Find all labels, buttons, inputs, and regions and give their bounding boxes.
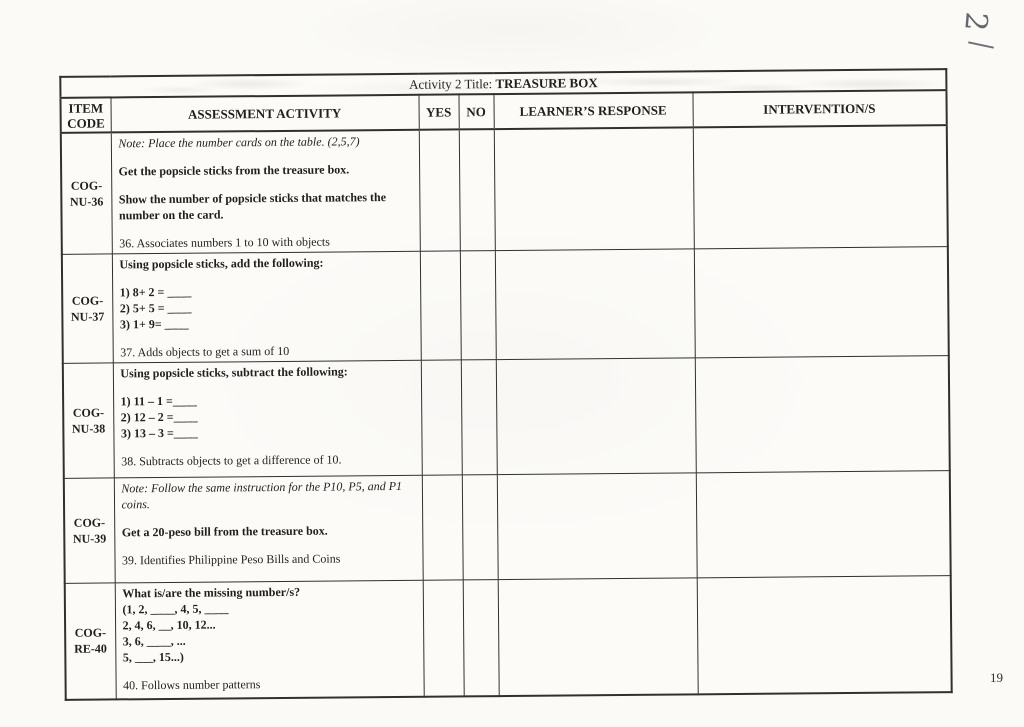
activity-text-block — [120, 363, 416, 382]
table-row — [64, 471, 951, 584]
no-cell — [459, 129, 495, 251]
activity-text-line: 40. Follows number patterns — [123, 677, 261, 693]
handwritten-corner-mark — [952, 2, 1002, 62]
intervention-cell — [694, 247, 949, 358]
table-title-prefix: Activity 2 Title: — [409, 75, 496, 92]
intervention-cell — [697, 576, 952, 694]
activity-text-block — [119, 161, 415, 180]
activity-text-block — [122, 583, 419, 666]
item-code-line: COG- — [71, 293, 104, 308]
item-code-line: NU-37 — [70, 309, 105, 324]
header-assessment-activity: ASSESSMENT ACTIVITY — [110, 95, 418, 133]
activity-text-line: 2) 5+ 5 = ____ — [119, 300, 192, 316]
no-cell — [461, 360, 497, 475]
learners-response-cell — [496, 358, 696, 475]
activity-text-line: 1) 11 – 1 =____ — [120, 393, 197, 409]
item-code-line: NU-38 — [71, 421, 106, 436]
activity-text-block — [119, 189, 415, 224]
learners-response-cell — [494, 127, 694, 250]
no-cell — [460, 251, 496, 360]
learners-response-cell — [498, 578, 698, 696]
item-code-line: NU-36 — [69, 194, 104, 209]
header-item-code: ITEM CODE — [60, 97, 110, 132]
activity-text-block — [122, 550, 418, 569]
item-code-cell — [65, 583, 116, 699]
activity-text-block — [119, 233, 415, 252]
activity-text-block — [123, 675, 419, 694]
activity-text-block — [121, 391, 417, 442]
item-code-line: COG- — [72, 405, 105, 420]
activity-text-line: coins. — [121, 497, 150, 512]
activity-text-line: Note: Follow the same instruction for the P10, P5, and P1 — [121, 478, 403, 496]
item-code-line: COG- — [74, 625, 107, 641]
learners-response-cell — [495, 249, 695, 360]
handwritten-underline — [968, 41, 994, 48]
activity-text-line: Note: Place the number cards on the table. (2,5,7) — [118, 134, 360, 151]
yes-cell — [422, 475, 463, 580]
intervention-cell — [696, 471, 951, 578]
activity-text-line: 37. Adds objects to get a sum of 10 — [120, 343, 290, 360]
assessment-activity-cell — [113, 360, 422, 478]
no-cell — [463, 580, 499, 696]
handwritten-digit: 2 — [957, 10, 994, 33]
yes-cell — [423, 580, 464, 696]
assessment-activity-cell — [114, 475, 423, 583]
assessment-activity-cell — [112, 251, 421, 363]
activity-text-line: 3) 1+ 9= ____ — [119, 316, 189, 332]
header-yes: YES — [418, 94, 458, 129]
no-cell — [462, 475, 498, 580]
activity-text-block — [119, 254, 415, 273]
activity-text-line: 3, 6, ____, ... — [122, 633, 186, 649]
table-row — [65, 576, 952, 700]
activity-text-line: Get a 20-peso bill from the treasure box. — [121, 523, 328, 540]
activity-text-line: number on the card. — [118, 207, 224, 223]
item-code-cell — [63, 363, 114, 478]
activity-text-block — [122, 522, 418, 541]
activity-text-line: 2, 4, 6, __, 10, 12... — [122, 617, 216, 633]
yes-cell — [421, 360, 462, 475]
item-code-line: COG- — [73, 515, 106, 530]
yes-cell — [420, 251, 461, 360]
assessment-activity-cell — [111, 130, 420, 254]
header-no: NO — [458, 94, 493, 129]
activity-text-block — [120, 342, 416, 361]
activity-text-line: 5, ___, 15...) — [122, 649, 184, 665]
activity-text-line: Get the popsicle sticks from the treasure box. — [118, 162, 350, 179]
activity-text-line: (1, 2, ____, 4, 5, ____ — [122, 601, 229, 617]
assessment-activity-cell — [115, 580, 424, 699]
table-row — [62, 247, 949, 364]
table-title-name: TREASURE BOX — [495, 74, 598, 91]
activity-text-line: 2) 12 – 2 =____ — [120, 409, 198, 425]
yes-cell — [419, 129, 460, 251]
activity-text-line: Using popsicle sticks, subtract the following: — [120, 364, 348, 381]
activity-text-line: What is/are the missing number/s? — [122, 584, 301, 601]
activity-text-block — [120, 282, 416, 333]
item-code-cell — [64, 478, 115, 583]
activity-text-line: Using popsicle sticks, add the following: — [119, 255, 324, 272]
activity-text-block — [121, 451, 417, 470]
activity-text-block — [118, 133, 414, 152]
item-code-cell — [62, 254, 113, 363]
activity-text-line: 39. Identifies Philippine Peso Bills and Coins — [121, 551, 341, 568]
page-number: 19 — [990, 670, 1003, 685]
activity-text-line: Show the number of popsicle sticks that matches the — [118, 190, 387, 207]
header-learners-response: LEARNER’S RESPONSE — [493, 92, 692, 129]
item-code-cell — [61, 132, 112, 254]
activity-text-line: 38. Subtracts objects to get a difference of 10. — [121, 452, 342, 469]
table-row — [63, 356, 950, 479]
assessment-table — [59, 68, 952, 700]
activity-text-block — [121, 478, 417, 513]
item-code-line: NU-39 — [72, 531, 107, 546]
activity-text-line: 36. Associates numbers 1 to 10 with objects — [119, 234, 330, 251]
intervention-cell — [695, 356, 950, 473]
item-code-line: COG- — [70, 178, 103, 193]
header-intervention: INTERVENTION/S — [692, 90, 946, 127]
table-row — [61, 125, 948, 254]
learners-response-cell — [497, 473, 697, 580]
intervention-cell — [693, 125, 948, 249]
item-code-line: RE-40 — [74, 641, 107, 657]
activity-text-line: 1) 8+ 2 = ____ — [119, 284, 192, 300]
assessment-rows — [61, 125, 952, 699]
activity-text-line: 3) 13 – 3 =____ — [120, 425, 198, 441]
